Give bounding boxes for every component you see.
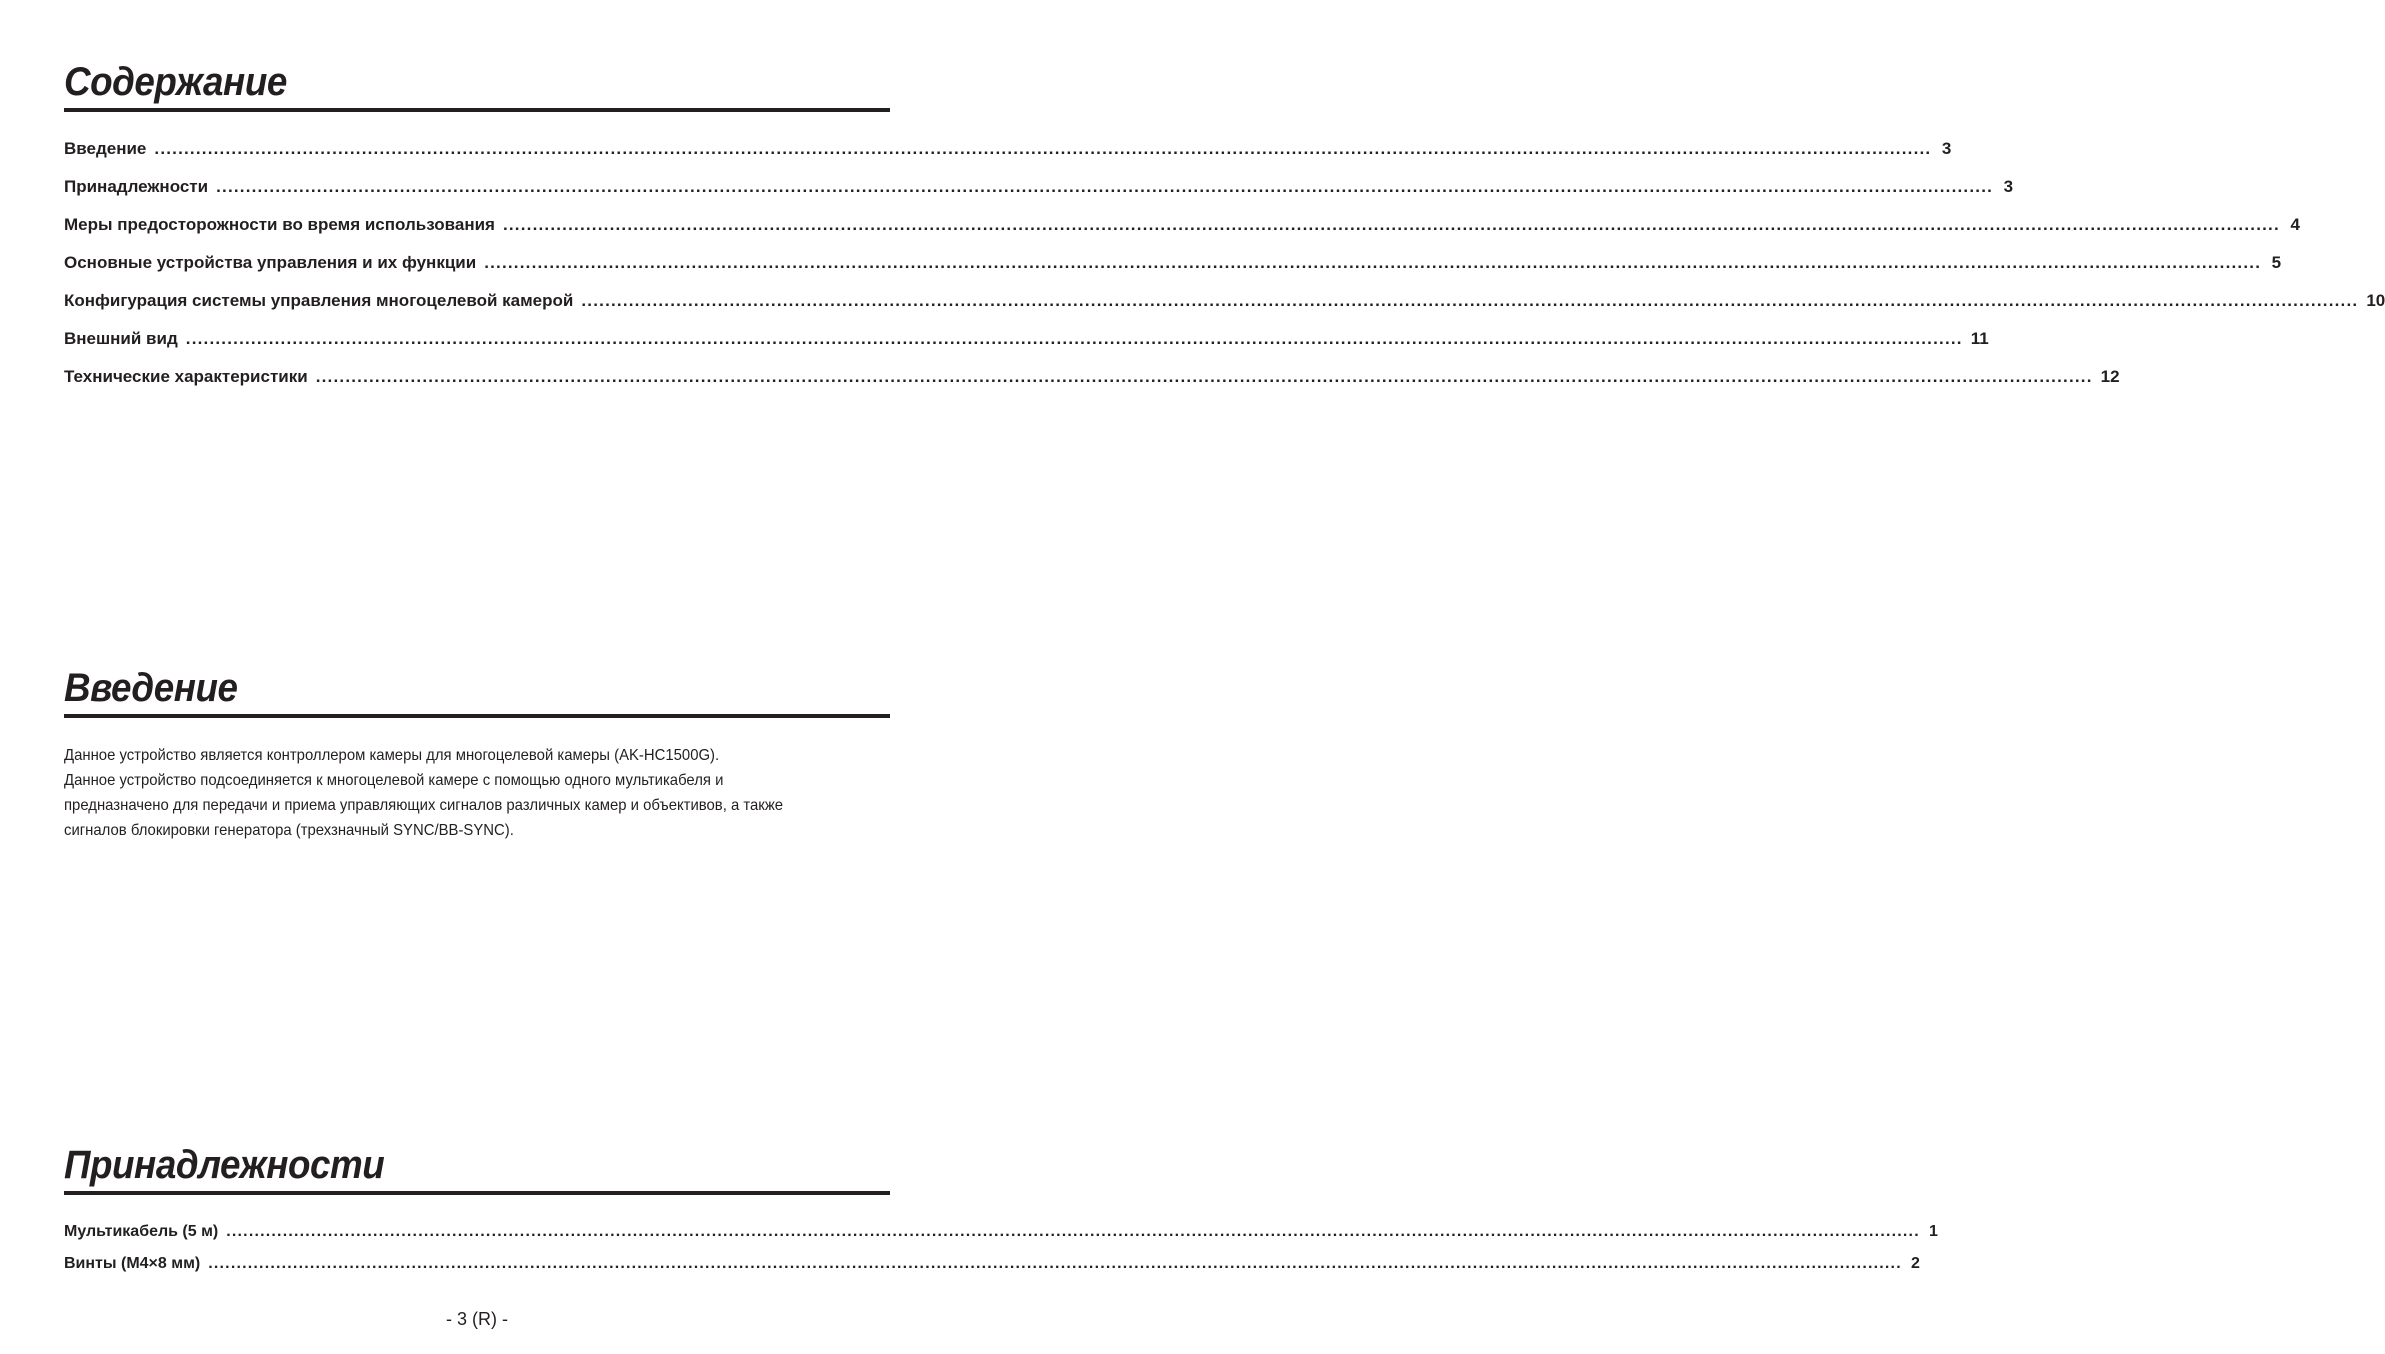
toc-leader-dots: ............................................................................................................................................................................................................................................................................................................ bbox=[216, 177, 1994, 196]
accessory-quantity: 1 bbox=[1928, 1223, 1938, 1240]
accessories-title: Принадлежности bbox=[64, 1143, 385, 1187]
accessory-leader-dots: ............................................................................................................................................................................................................................................................................................................ bbox=[226, 1223, 1920, 1240]
toc-entry-label: Основные устройства управления и их функции bbox=[64, 253, 477, 272]
toc-entry-label: Технические характеристики bbox=[64, 367, 308, 386]
introduction-line: предназначено для передачи и приема управляющих сигналов различных камер и объективов, а также bbox=[64, 797, 784, 814]
toc-entry-precautions[interactable] bbox=[64, 213, 2300, 237]
toc-entry-specifications[interactable] bbox=[64, 365, 2120, 389]
toc-entry-system-configuration[interactable] bbox=[64, 289, 2385, 313]
page-number: - 3 (R) - bbox=[446, 1309, 508, 1329]
toc-entry-introduction[interactable] bbox=[64, 137, 1952, 161]
toc-leader-dots: ............................................................................................................................................................................................................................................................................................................ bbox=[154, 139, 1932, 158]
accessories-title-rule bbox=[64, 1191, 890, 1195]
introduction-line: сигналов блокировки генератора (трехзначный SYNC/BB-SYNC). bbox=[64, 822, 514, 839]
contents-title: Содержание bbox=[64, 60, 287, 104]
toc-entry-accessories[interactable] bbox=[64, 175, 2014, 199]
introduction-body bbox=[64, 743, 832, 843]
accessory-item-screws bbox=[64, 1252, 1920, 1276]
toc-entry-page: 12 bbox=[2100, 367, 2120, 386]
toc-entry-label: Конфигурация системы управления многоцелевой камерой bbox=[64, 291, 574, 310]
toc-leader-dots: ............................................................................................................................................................................................................................................................................................................ bbox=[185, 329, 1963, 348]
accessory-leader-dots: ............................................................................................................................................................................................................................................................................................................ bbox=[208, 1255, 1902, 1272]
accessory-item-multicable bbox=[64, 1220, 1938, 1244]
toc-entry-page: 11 bbox=[1970, 329, 1989, 348]
accessory-label: Винты (M4×8 мм) bbox=[64, 1255, 201, 1272]
toc-entry-controls[interactable] bbox=[64, 251, 2282, 275]
introduction-title: Введение bbox=[64, 666, 238, 710]
toc-leader-dots: ............................................................................................................................................................................................................................................................................................................ bbox=[581, 291, 2359, 310]
toc-entry-label: Внешний вид bbox=[64, 329, 178, 348]
toc-leader-dots: ............................................................................................................................................................................................................................................................................................................ bbox=[484, 253, 2262, 272]
accessory-quantity: 2 bbox=[1910, 1255, 1920, 1272]
introduction-title-rule bbox=[64, 714, 890, 718]
toc-entry-appearance[interactable] bbox=[64, 327, 1989, 351]
toc-entry-page: 3 bbox=[1941, 139, 1952, 158]
toc-entry-label: Введение bbox=[64, 139, 147, 158]
toc-leader-dots: ............................................................................................................................................................................................................................................................................................................ bbox=[315, 367, 2093, 386]
toc-entry-page: 10 bbox=[2366, 291, 2385, 310]
toc-leader-dots: ............................................................................................................................................................................................................................................................................................................ bbox=[502, 215, 2280, 234]
toc-entry-page: 5 bbox=[2271, 253, 2282, 272]
toc-entry-label: Меры предосторожности во время использования bbox=[64, 215, 495, 234]
toc-entry-page: 3 bbox=[2003, 177, 2014, 196]
contents-title-rule bbox=[64, 108, 890, 112]
introduction-line: Данное устройство подсоединяется к многоцелевой камере с помощью одного мультикабеля и bbox=[64, 772, 724, 789]
introduction-line: Данное устройство является контроллером камеры для многоцелевой камеры (AK-HC1500G). bbox=[64, 747, 720, 764]
toc-entry-label: Принадлежности bbox=[64, 177, 209, 196]
accessory-label: Мультикабель (5 м) bbox=[64, 1223, 219, 1240]
toc-entry-page: 4 bbox=[2290, 215, 2300, 234]
